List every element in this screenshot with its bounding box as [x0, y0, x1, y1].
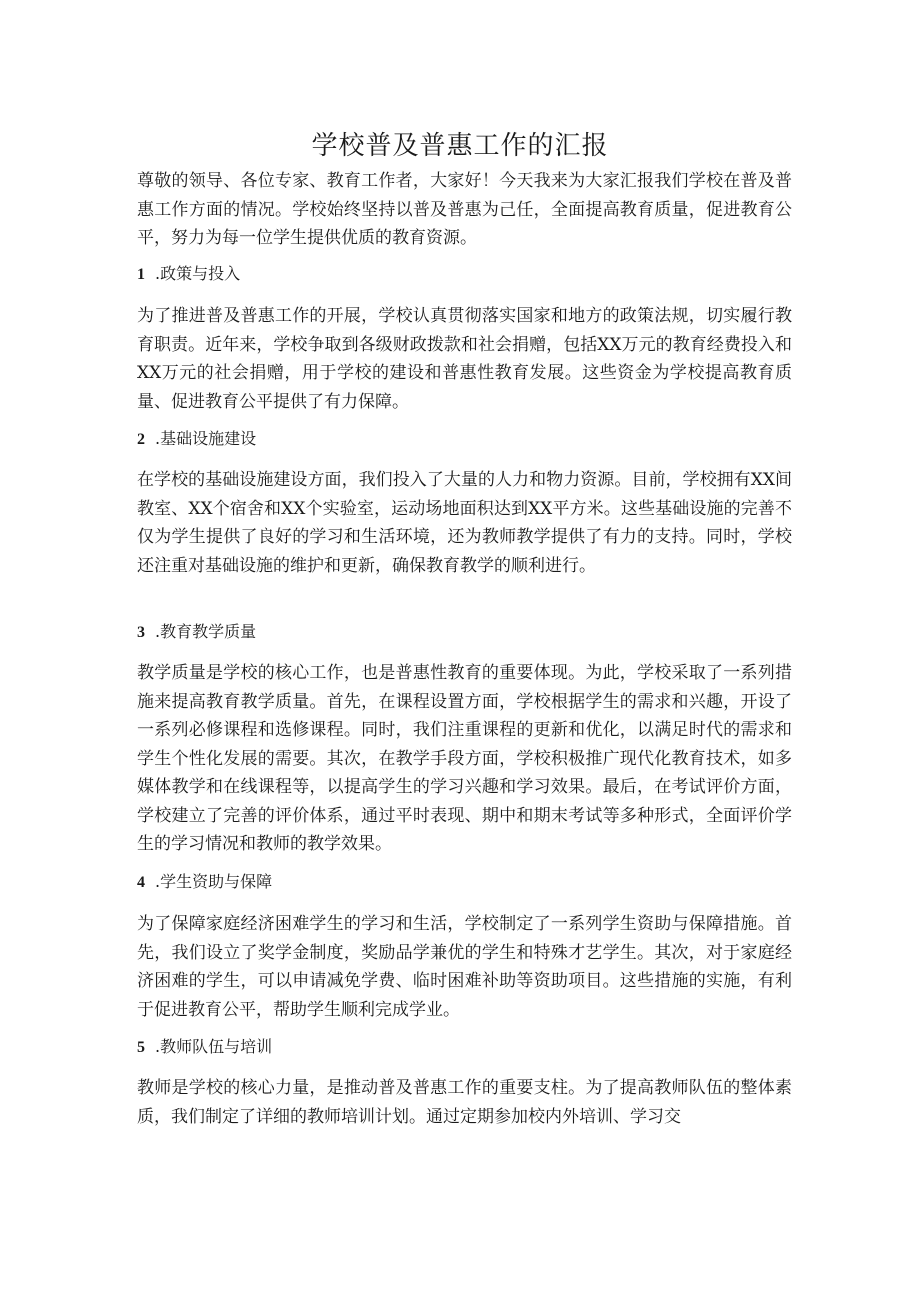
section-heading-4: [137, 870, 792, 895]
section-title: .学生资助与保障: [155, 872, 273, 891]
section-number: 3: [137, 624, 145, 641]
intro-paragraph: 尊敬的领导、各位专家、教育工作者，大家好！今天我来为大家汇报我们学校在普及普惠工作方面的情况。学校始终坚持以普及普惠为己任，全面提高教育质量，促进教育公平，努力为每一位学生提供优质的教育资源。: [137, 171, 792, 248]
section-heading-1: [137, 262, 792, 287]
section-heading-5: [137, 1035, 792, 1060]
section-number: 5: [137, 1039, 145, 1056]
section-title: .教师队伍与培训: [155, 1037, 273, 1056]
section-number: 2: [137, 431, 145, 448]
section-number: 1: [137, 266, 145, 283]
section-body-4: 为了保障家庭经济困难学生的学习和生活，学校制定了一系列学生资助与保障措施。首先，我们设立了奖学金制度，奖励品学兼优的学生和特殊才艺学生。其次，对于家庭经济困难的学生，可以申请减免学费、临时困难补助等资助项目。这些措施的实施，有利于促进教育公平，帮助学生顺利完成学业。: [137, 914, 792, 1020]
section-body-1: 为了推进普及普惠工作的开展，学校认真贯彻落实国家和地方的政策法规，切实履行教育职责。近年来，学校争取到各级财政拨款和社会捐赠，包括XX万元的教育经费投入和XX万元的社会捐赠，用于学校的建设和普惠性教育发展。这些资金为学校提高教育质量、促进教育公平提供了有力保障。: [137, 306, 792, 412]
section-title: .基础设施建设: [155, 429, 257, 448]
section-heading-3: [137, 620, 792, 645]
section-number: 4: [137, 874, 145, 891]
section-body-5: 教师是学校的核心力量，是推动普及普惠工作的重要支柱。为了提高教师队伍的整体素质，我们制定了详细的教师培训计划。通过定期参加校内外培训、学习交: [137, 1078, 792, 1127]
section-body-3: 教学质量是学校的核心工作，也是普惠性教育的重要体现。为此，学校采取了一系列措施来提高教育教学质量。首先，在课程设置方面，学校根据学生的需求和兴趣，开设了一系列必修课程和选修课程。同时，我们注重课程的更新和优化，以满足时代的需求和学生个性化发展的需要。其次，在教学手段方面，学校积极推广现代化教育技术，如多媒体教学和在线课程等，以提高学生的学习兴趣和学习效果。最后，在考试评价方面，学校建立了完善的评价体系，通过平时表现、期中和期末考试等多种形式，全面评价学生的学习情况和教师的教学效果。: [137, 663, 792, 854]
section-title: .政策与投入: [155, 264, 241, 283]
section-title: .教育教学质量: [155, 622, 257, 641]
section-body-2: 在学校的基础设施建设方面，我们投入了大量的人力和物力资源。目前，学校拥有XX间教室、XX个宿舍和XX个实验室，运动场地面积达到XX平方米。这些基础设施的完善不仅为学生提供了良好的学习和生活环境，还为教师教学提供了有力的支持。同时，学校还注重对基础设施的维护和更新，确保教育教学的顺利进行。: [137, 470, 792, 576]
document-title: 学校普及普惠工作的汇报: [311, 131, 609, 161]
section-heading-2: [137, 427, 792, 452]
